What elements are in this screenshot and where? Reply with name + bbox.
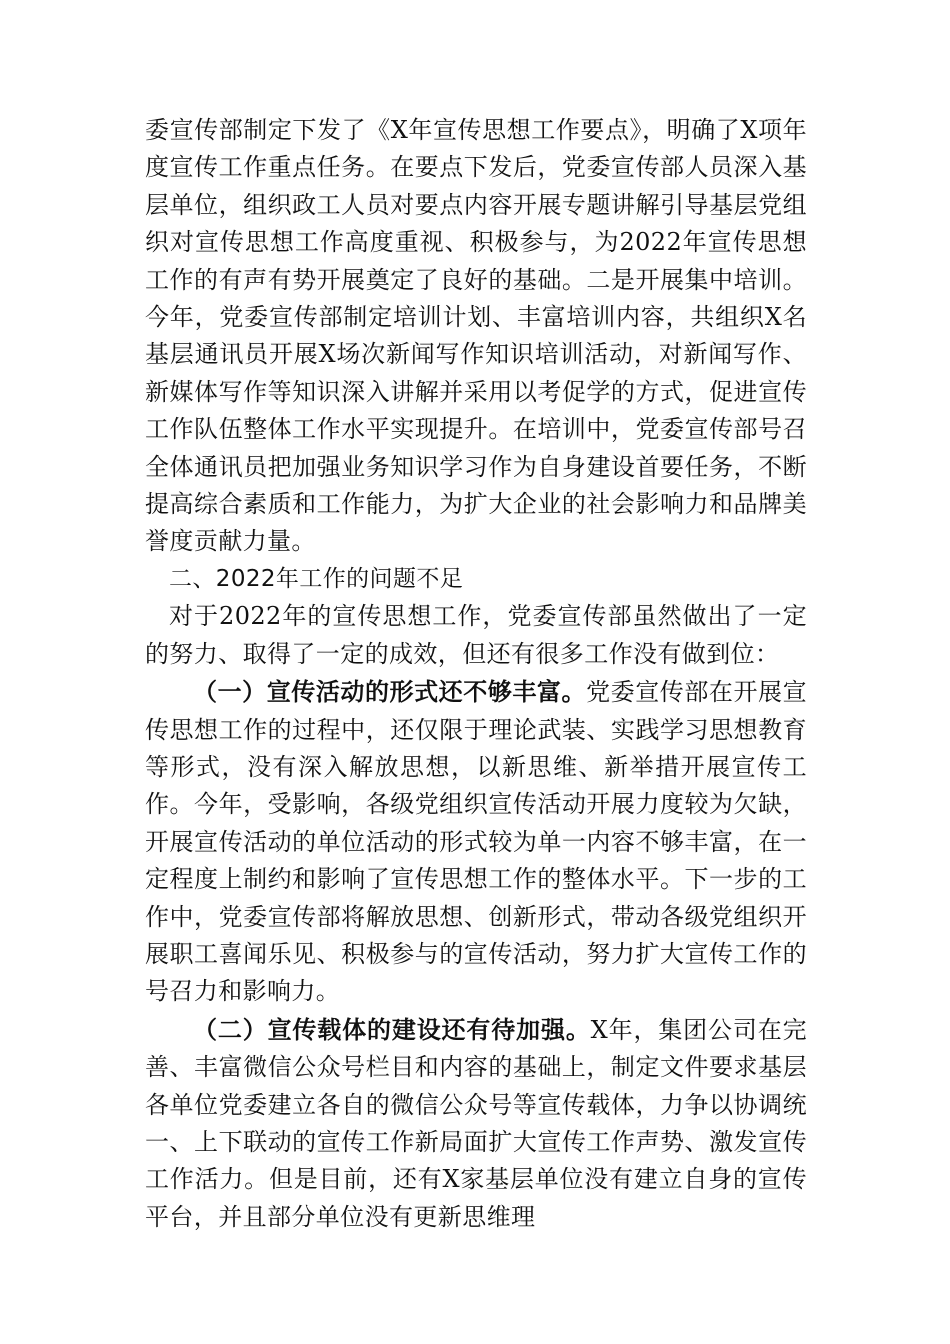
item-one-heading: （一）宣传活动的形式还不够丰富。 <box>193 677 587 707</box>
document-body <box>145 112 807 1236</box>
paragraph-item-one <box>145 673 807 1011</box>
paragraph-problems-intro: 对于2022年的宣传思想工作，党委宣传部虽然做出了一定的努力、取得了一定的成效，但还有很多工作没有做到位： <box>145 602 807 668</box>
item-one-body: 党委宣传部在开展宣传思想工作的过程中，还仅限于理论武装、实践学习思想教育等形式，没有深入解放思想，以新思维、新举措开展宣传工作。今年，受影响，各级党组织宣传活动开展力度较为欠缺，开展宣传活动的单位活动的形式较为单一内容不够丰富，在一定程度上制约和影响了宣传思想工作的整体水平。下一步的工作中，党委宣传部将解放思想、创新形式，带动各级党组织开展职工喜闻乐见、积极参与的宣传活动，努力扩大宣传工作的号召力和影响力。 <box>145 678 807 1006</box>
item-two-heading: （二）宣传载体的建设还有待加强。 <box>193 1014 591 1044</box>
item-two-body: X年，集团公司在完善、丰富微信公众号栏目和内容的基础上，制定文件要求基层各单位党委建立各自的微信公众号等宣传载体，力争以协调统一、上下联动的宣传工作新局面扩大宣传工作声势、激发宣传工作活力。但是目前，还有X家基层单位没有建立自身的宣传平台，并且部分单位没有更新思维理 <box>145 1015 807 1231</box>
section-heading-problems: 二、2022年工作的问题不足 <box>169 565 464 592</box>
paragraph-work-summary: 委宣传部制定下发了《X年宣传思想工作要点》，明确了X项年度宣传工作重点任务。在要点下发后，党委宣传部人员深入基层单位，组织政工人员对要点内容开展专题讲解引导基层党组织对宣传思想工作高度重视、积极参与，为2022年宣传思想工作的有声有势开展奠定了良好的基础。二是开展集中培训。今年，党委宣传部制定培训计划、丰富培训内容，共组织X名基层通讯员开展X场次新闻写作知识培训活动，对新闻写作、新媒体写作等知识深入讲解并采用以考促学的方式，促进宣传工作队伍整体工作水平实现提升。在培训中，党委宣传部号召全体通讯员把加强业务知识学习作为自身建设首要任务，不断提高综合素质和工作能力，为扩大企业的社会影响力和品牌美誉度贡献力量。 <box>145 116 807 556</box>
paragraph-item-two <box>145 1011 807 1236</box>
